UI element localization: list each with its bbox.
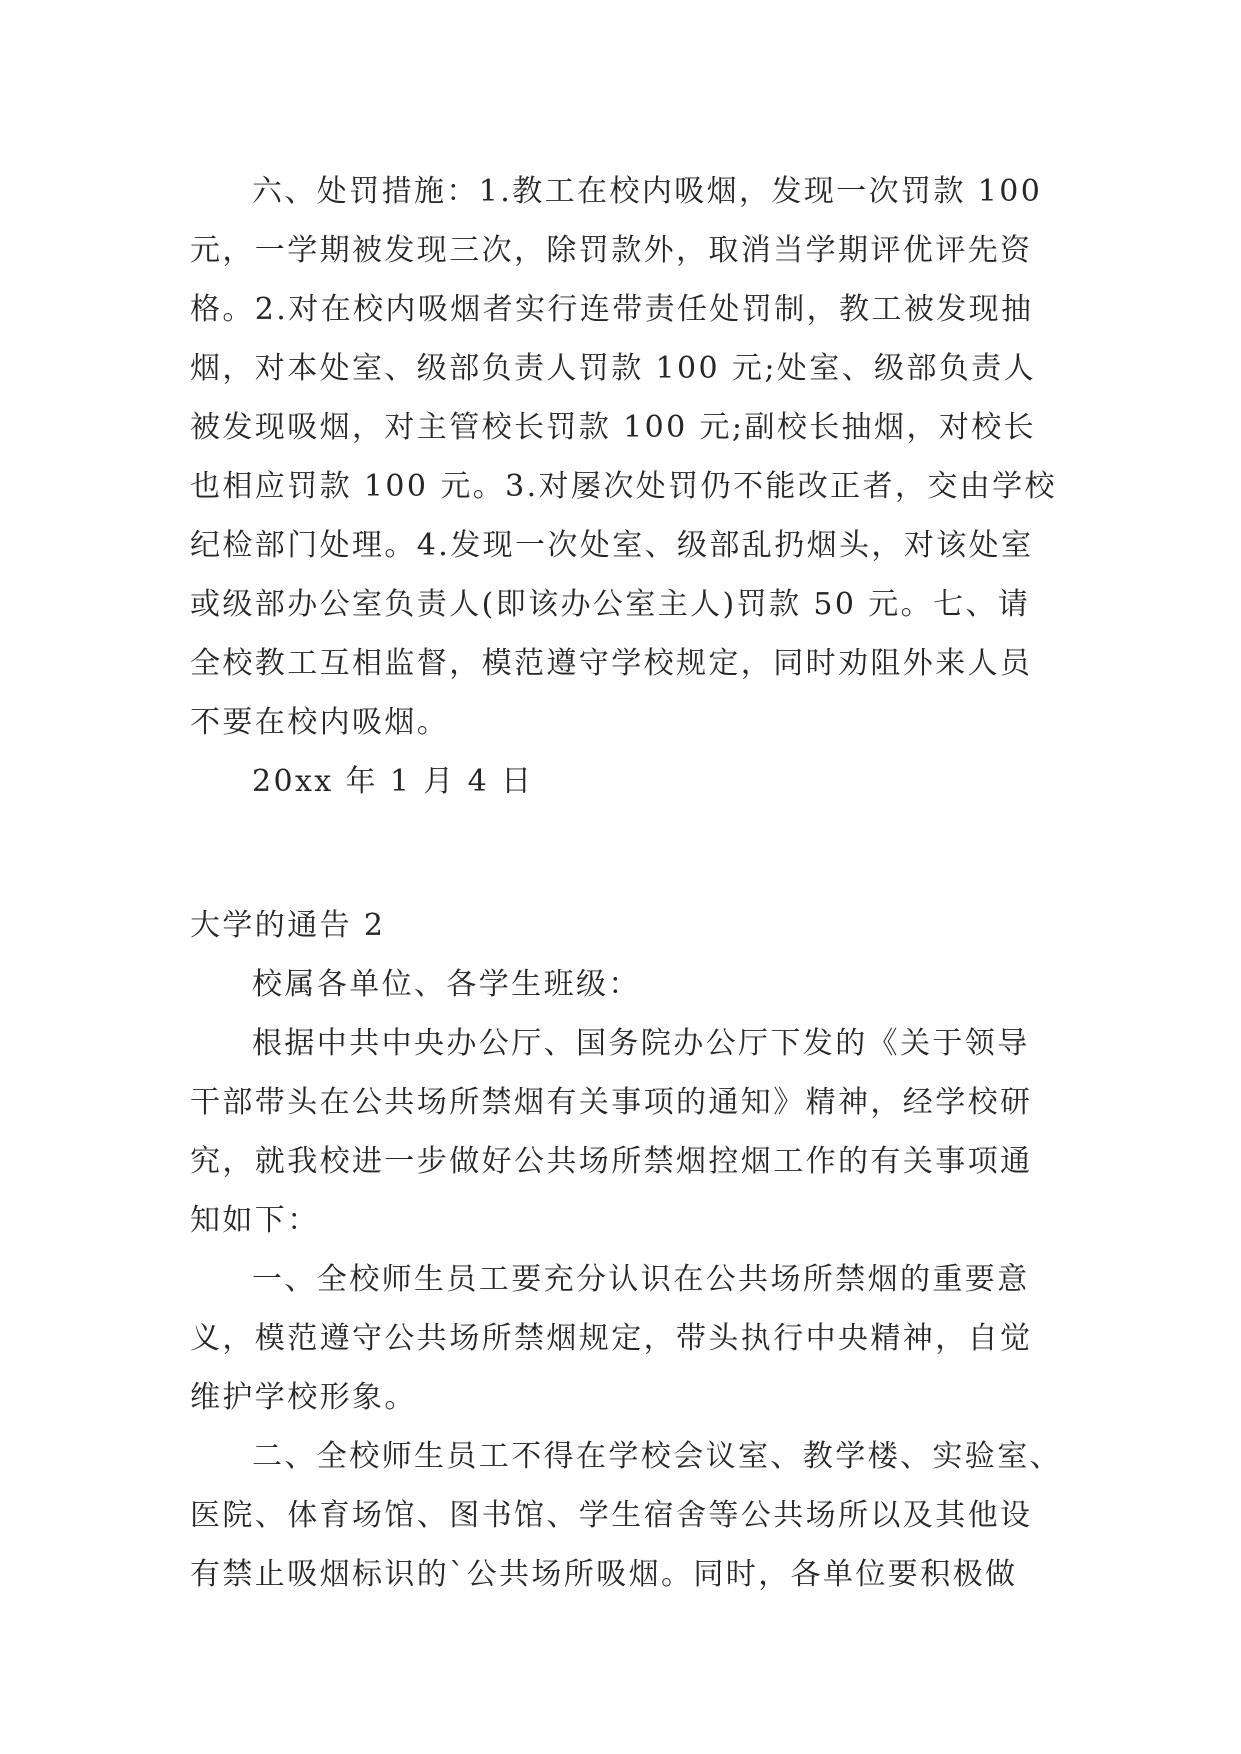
- paragraph-line: 或级部办公室负责人(即该办公室主人)罚款 50 元。七、请: [190, 587, 1031, 622]
- document-page: [190, 162, 1062, 1604]
- paragraph-line: 有禁止吸烟标识的`公共场所吸烟。同时，各单位要积极做: [190, 1557, 1018, 1592]
- penalty-paragraph: [190, 162, 1057, 752]
- paragraph-line: 干部带头在公共场所禁烟有关事项的通知》精神，经学校研: [190, 1085, 1033, 1120]
- paragraph-line: 被发现吸烟，对主管校长罚款 100 元;副校长抽烟，对校长: [190, 410, 1037, 445]
- paragraph-line: 二、全校师生员工不得在学校会议室、教学楼、实验室、: [252, 1439, 1062, 1474]
- paragraph-line: 知如下：: [190, 1203, 320, 1238]
- notice-title: 大学的通告 2: [190, 908, 386, 943]
- paragraph-line: 究，就我校进一步做好公共场所禁烟控烟工作的有关事项通: [190, 1144, 1033, 1179]
- paragraph-line: 维护学校形象。: [190, 1380, 417, 1415]
- paragraph-line: 也相应罚款 100 元。3.对屡次处罚仍不能改正者，交由学校: [190, 469, 1057, 504]
- item-one-paragraph: [190, 1250, 1050, 1427]
- notice-date: 20xx 年 1 月 4 日: [252, 764, 534, 799]
- paragraph-line: 全校教工互相监督，模范遵守学校规定，同时劝阻外来人员: [190, 646, 1033, 681]
- paragraph-line: 六、处罚措施：1.教工在校内吸烟，发现一次罚款 100: [252, 174, 1043, 209]
- intro-paragraph: [190, 1014, 1050, 1250]
- paragraph-line: 根据中共中央办公厅、国务院办公厅下发的《关于领导: [252, 1026, 1030, 1061]
- paragraph-line: 医院、体育场馆、图书馆、学生宿舍等公共场所以及其他设: [190, 1498, 1033, 1533]
- item-two-paragraph: [190, 1427, 1062, 1604]
- paragraph-line: 元，一学期被发现三次，除罚款外，取消当学期评优评先资: [190, 233, 1033, 268]
- paragraph-line: 纪检部门处理。4.发现一次处室、级部乱扔烟头，对该处室: [190, 528, 1034, 563]
- section-gap: [190, 811, 1050, 896]
- notice-salutation: 校属各单位、各学生班级：: [252, 967, 641, 1002]
- paragraph-line: 格。2.对在校内吸烟者实行连带责任处罚制，教工被发现抽: [190, 292, 1034, 327]
- paragraph-line: 不要在校内吸烟。: [190, 705, 450, 740]
- paragraph-line: 烟，对本处室、级部负责人罚款 100 元;处室、级部负责人: [190, 351, 1037, 386]
- paragraph-line: 一、全校师生员工要充分认识在公共场所禁烟的重要意: [252, 1262, 1030, 1297]
- paragraph-line: 义，模范遵守公共场所禁烟规定，带头执行中央精神，自觉: [190, 1321, 1033, 1356]
